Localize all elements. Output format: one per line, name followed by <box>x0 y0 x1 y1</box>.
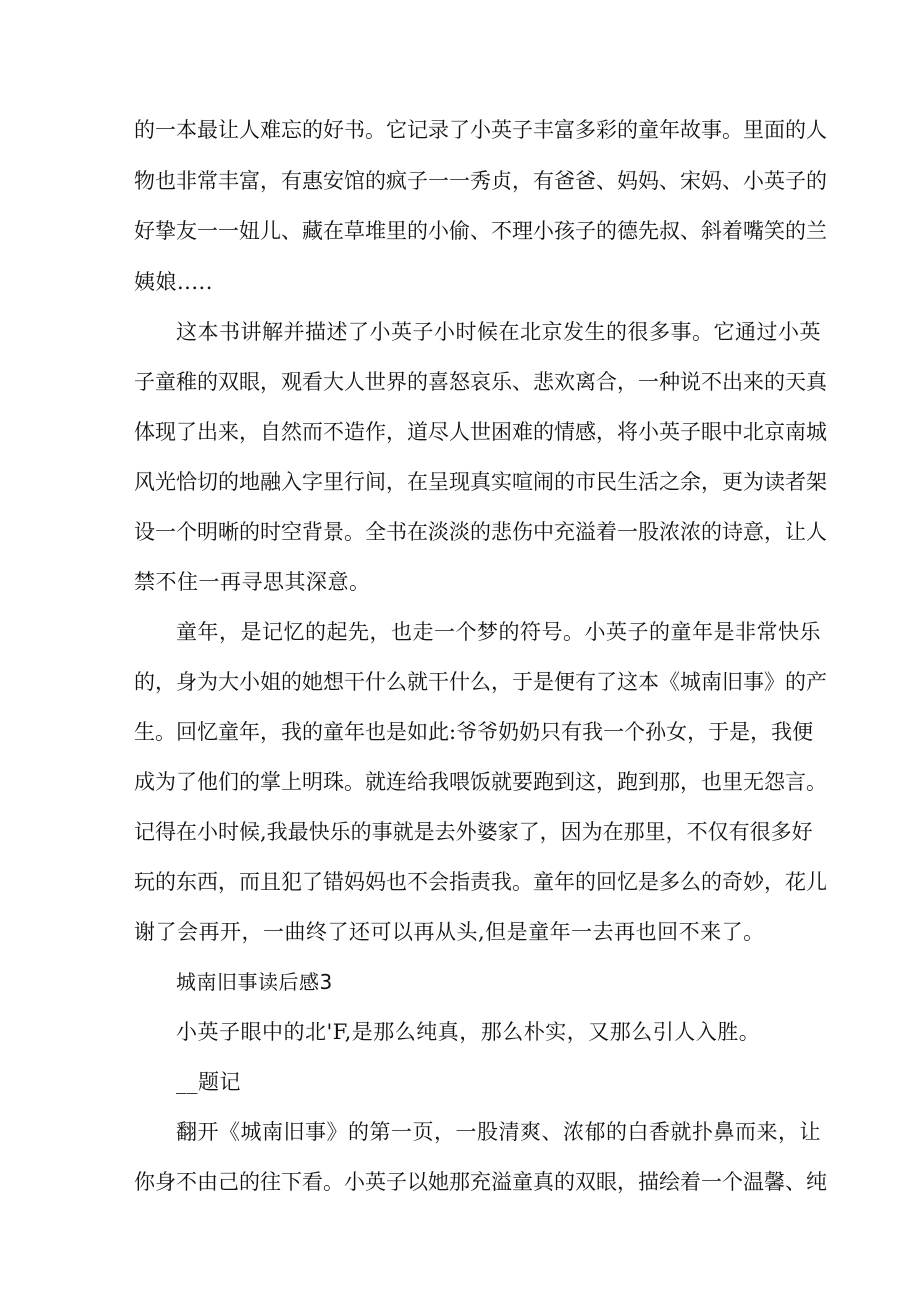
text-line: 好挚友一一妞儿、藏在草堆里的小偷、不理小孩子的德先叔、斜着嘴笑的兰 <box>134 219 827 243</box>
paragraph-first-line: 童年，是记忆的起先，也走一个梦的符号。小英子的童年是非常快乐 <box>176 620 821 644</box>
text-line: 记得在小时候,我最快乐的事就是去外婆家了，因为在那里，不仅有很多好 <box>134 820 813 844</box>
text-line: 姨娘..... <box>134 270 213 294</box>
quote-line: 小英子眼中的北'F,是那么纯真，那么朴实，又那么引人入胜。 <box>176 1020 761 1044</box>
paragraph-first-line: 这本书讲解并描述了小英子小时候在北京发生的很多事。它通过小英 <box>176 320 821 344</box>
text-line: 子童稚的双眼，观看大人世界的喜怒哀乐、悲欢离合，一种说不出来的天真 <box>134 370 827 394</box>
text-line: 你身不由己的往下看。小英子以她那充溢童真的双眼，描绘着一个温馨、纯 <box>134 1170 827 1194</box>
text-line: 的，身为大小姐的她想干什么就干什么，于是便有了这本《城南旧事》的产 <box>134 670 827 694</box>
text-line: 禁不住一再寻思其深意。 <box>134 570 371 594</box>
text-line: 玩的东西，而且犯了错妈妈也不会指责我。童年的回忆是多么的奇妙，花儿 <box>134 870 827 894</box>
text-line: 体现了出来，自然而不造作，道尽人世困难的情感，将小英子眼中北京南城 <box>134 420 827 444</box>
text-line: 成为了他们的掌上明珠。就连给我喂饭就要跑到这，跑到那，也里无怨言。 <box>134 770 827 794</box>
text-line: 风光恰切的地融入字里行间，在呈现真实喧闹的市民生活之余，更为读者架 <box>134 470 827 494</box>
paragraph-first-line: 翻开《城南旧事》的第一页，一股清爽、浓郁的白香就扑鼻而来，让 <box>176 1120 821 1144</box>
text-line: 生。回忆童年，我的童年也是如此:爷爷奶奶只有我一个孙女，于是，我便 <box>134 720 814 744</box>
text-line: 谢了会再开，一曲终了还可以再从头,但是童年一去再也回不来了。 <box>134 920 765 944</box>
section-heading: 城南旧事读后感3 <box>176 970 333 994</box>
text-line: 的一本最让人难忘的好书。它记录了小英子丰富多彩的童年故事。里面的人 <box>134 118 827 142</box>
text-line: 物也非常丰富，有惠安馆的疯子一一秀贞，有爸爸、妈妈、宋妈、小英子的 <box>134 169 827 193</box>
epigraph-label: __题记 <box>176 1070 241 1094</box>
text-line: 设一个明晰的时空背景。全书在淡淡的悲伤中充溢着一股浓浓的诗意，让人 <box>134 520 827 544</box>
